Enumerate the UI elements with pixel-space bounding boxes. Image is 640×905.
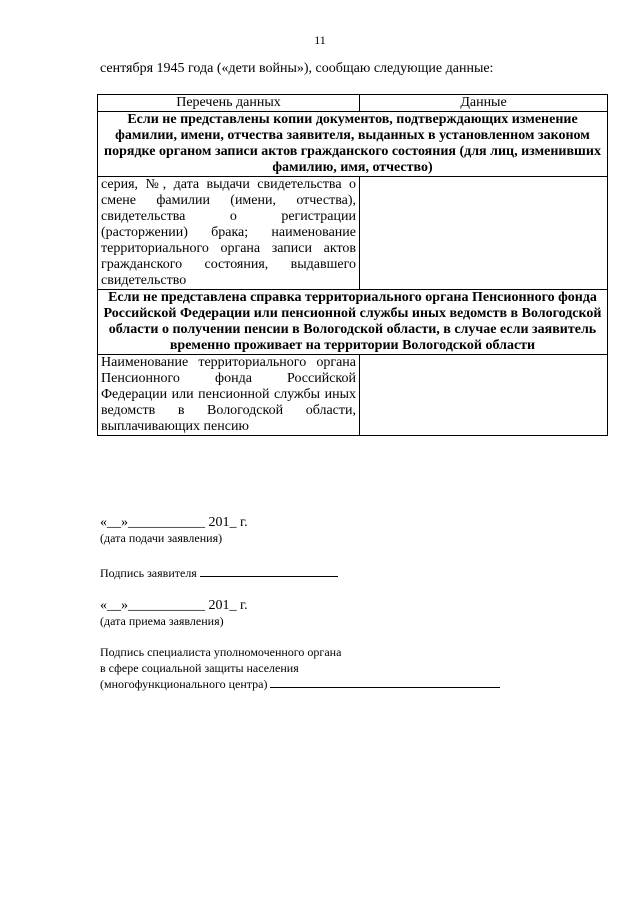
- specialist-signature-line3: (многофункционального центра): [100, 677, 268, 691]
- section1-heading: Если не представлены копии документов, подтверждающих изменение фамилии, имени, отчества заявителя, выданных в установленном законом порядке органом записи актов гражданского состояния (для лиц, изменивших фамилию, имя, отчество): [98, 112, 608, 177]
- applicant-signature: [100, 566, 338, 581]
- specialist-signature-line[interactable]: [270, 686, 500, 688]
- submission-date-line: «__»___________ 201_ г.: [100, 515, 248, 530]
- specialist-signature-line2: в сфере социальной защиты населения: [100, 661, 299, 675]
- table-row: [98, 177, 608, 290]
- section2-item-value[interactable]: [360, 355, 608, 436]
- applicant-signature-line[interactable]: [200, 575, 338, 577]
- section1-item-value[interactable]: [360, 177, 608, 290]
- applicant-signature-label: Подпись заявителя: [100, 566, 197, 580]
- header-data: Данные: [360, 95, 608, 112]
- specialist-signature-line1: Подпись специалиста уполномоченного органа: [100, 645, 342, 659]
- section1-item-label: серия, №, дата выдачи свидетельства о смене фамилии (имени, отчества), свидетельства о регистрации (расторжении) брака; наименование территориального органа записи актов гражданского состояния, выдавшего свидетельство: [98, 177, 360, 290]
- section-heading-row: [98, 112, 608, 177]
- section-heading-row: [98, 290, 608, 355]
- page-number: 11: [314, 33, 326, 47]
- section2-heading: Если не представлена справка территориального органа Пенсионного фонда Российской Федерации или пенсионной службы иных ведомств в Вологодской области о получении пенсии в Вологодской области, в случае если заявитель временно проживает на территории Вологодской области: [98, 290, 608, 355]
- section2-item-label: Наименование территориального органа Пенсионного фонда Российской Федерации или пенсионной службы иных ведомств в Вологодской области, выплачивающих пенсию: [98, 355, 360, 436]
- header-data-list: Перечень данных: [98, 95, 360, 112]
- data-table: [97, 94, 608, 436]
- specialist-signature: [100, 677, 500, 692]
- acceptance-date-caption: (дата приема заявления): [100, 614, 224, 628]
- submission-date-caption: (дата подачи заявления): [100, 531, 223, 545]
- table-row: [98, 355, 608, 436]
- acceptance-date-line: «__»___________ 201_ г.: [100, 598, 248, 613]
- intro-text: сентября 1945 года («дети войны»), сообщаю следующие данные:: [100, 61, 494, 76]
- table-header-row: [98, 95, 608, 112]
